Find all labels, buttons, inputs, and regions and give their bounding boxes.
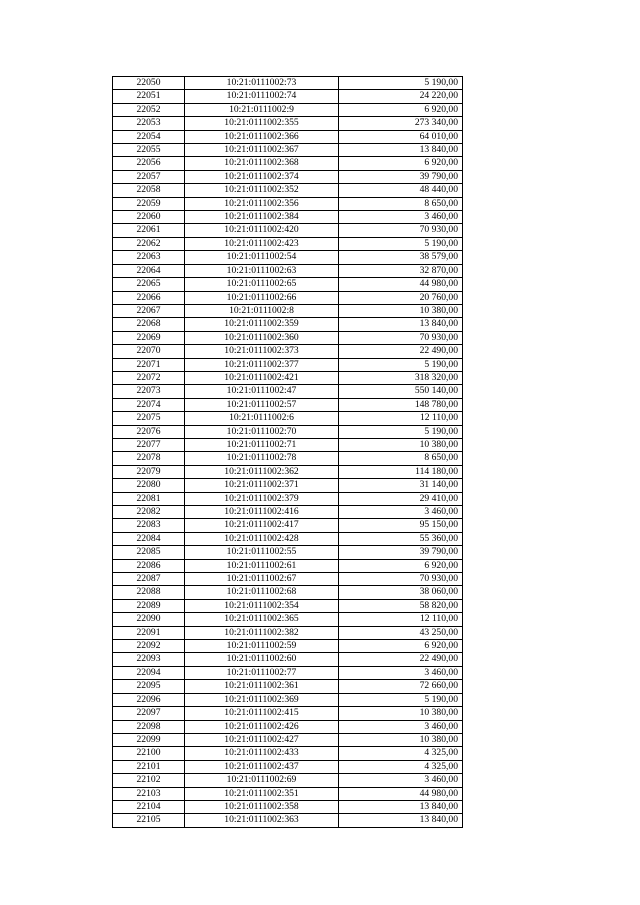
cadastral-number-cell: 10:21:0111002:65 bbox=[185, 278, 339, 291]
amount-cell: 32 870,00 bbox=[339, 264, 463, 277]
amount-cell: 39 790,00 bbox=[339, 170, 463, 183]
row-number-cell: 22064 bbox=[113, 264, 185, 277]
table-row bbox=[113, 237, 463, 250]
table-row bbox=[113, 519, 463, 532]
cadastral-number-cell: 10:21:0111002:363 bbox=[185, 814, 339, 827]
table-row bbox=[113, 599, 463, 612]
table-row bbox=[113, 559, 463, 572]
table-row bbox=[113, 479, 463, 492]
cadastral-number-cell: 10:21:0111002:351 bbox=[185, 787, 339, 800]
table-row bbox=[113, 452, 463, 465]
amount-cell: 3 460,00 bbox=[339, 666, 463, 679]
cadastral-number-cell: 10:21:0111002:368 bbox=[185, 157, 339, 170]
table-row bbox=[113, 170, 463, 183]
row-number-cell: 22077 bbox=[113, 438, 185, 451]
cadastral-number-cell: 10:21:0111002:437 bbox=[185, 760, 339, 773]
table-row bbox=[113, 345, 463, 358]
row-number-cell: 22088 bbox=[113, 586, 185, 599]
row-number-cell: 22080 bbox=[113, 479, 185, 492]
cadastral-number-cell: 10:21:0111002:66 bbox=[185, 291, 339, 304]
table-row bbox=[113, 438, 463, 451]
cadastral-number-cell: 10:21:0111002:420 bbox=[185, 224, 339, 237]
table-row bbox=[113, 586, 463, 599]
table-row bbox=[113, 707, 463, 720]
cadastral-number-cell: 10:21:0111002:55 bbox=[185, 546, 339, 559]
amount-cell: 5 190,00 bbox=[339, 358, 463, 371]
table-row bbox=[113, 144, 463, 157]
table-row bbox=[113, 264, 463, 277]
amount-cell: 13 840,00 bbox=[339, 144, 463, 157]
cadastral-number-cell: 10:21:0111002:356 bbox=[185, 197, 339, 210]
amount-cell: 114 180,00 bbox=[339, 465, 463, 478]
cadastral-number-cell: 10:21:0111002:6 bbox=[185, 412, 339, 425]
row-number-cell: 22070 bbox=[113, 345, 185, 358]
amount-cell: 3 460,00 bbox=[339, 506, 463, 519]
amount-cell: 3 460,00 bbox=[339, 211, 463, 224]
table-row bbox=[113, 733, 463, 746]
cadastral-number-cell: 10:21:0111002:54 bbox=[185, 251, 339, 264]
table-row bbox=[113, 787, 463, 800]
row-number-cell: 22084 bbox=[113, 532, 185, 545]
amount-cell: 10 380,00 bbox=[339, 304, 463, 317]
table-row bbox=[113, 184, 463, 197]
cadastral-number-cell: 10:21:0111002:433 bbox=[185, 747, 339, 760]
cadastral-number-cell: 10:21:0111002:377 bbox=[185, 358, 339, 371]
cadastral-number-cell: 10:21:0111002:426 bbox=[185, 720, 339, 733]
row-number-cell: 22059 bbox=[113, 197, 185, 210]
row-number-cell: 22089 bbox=[113, 599, 185, 612]
row-number-cell: 22087 bbox=[113, 573, 185, 586]
table-row bbox=[113, 412, 463, 425]
row-number-cell: 22052 bbox=[113, 103, 185, 116]
cadastral-number-cell: 10:21:0111002:379 bbox=[185, 492, 339, 505]
row-number-cell: 22058 bbox=[113, 184, 185, 197]
amount-cell: 12 110,00 bbox=[339, 613, 463, 626]
cadastral-number-cell: 10:21:0111002:427 bbox=[185, 733, 339, 746]
row-number-cell: 22082 bbox=[113, 506, 185, 519]
amount-cell: 72 660,00 bbox=[339, 680, 463, 693]
table-row bbox=[113, 465, 463, 478]
row-number-cell: 22075 bbox=[113, 412, 185, 425]
amount-cell: 4 325,00 bbox=[339, 747, 463, 760]
amount-cell: 95 150,00 bbox=[339, 519, 463, 532]
table-row bbox=[113, 291, 463, 304]
row-number-cell: 22061 bbox=[113, 224, 185, 237]
table-row bbox=[113, 398, 463, 411]
row-number-cell: 22091 bbox=[113, 626, 185, 639]
cadastral-number-cell: 10:21:0111002:355 bbox=[185, 117, 339, 130]
row-number-cell: 22094 bbox=[113, 666, 185, 679]
cadastral-number-cell: 10:21:0111002:61 bbox=[185, 559, 339, 572]
table-row bbox=[113, 385, 463, 398]
table-row bbox=[113, 774, 463, 787]
amount-cell: 48 440,00 bbox=[339, 184, 463, 197]
amount-cell: 70 930,00 bbox=[339, 573, 463, 586]
cadastral-number-cell: 10:21:0111002:57 bbox=[185, 398, 339, 411]
table-row bbox=[113, 640, 463, 653]
table-row bbox=[113, 626, 463, 639]
amount-cell: 13 840,00 bbox=[339, 800, 463, 813]
table-row bbox=[113, 680, 463, 693]
table-row bbox=[113, 211, 463, 224]
table-row bbox=[113, 492, 463, 505]
row-number-cell: 22104 bbox=[113, 800, 185, 813]
cadastral-number-cell: 10:21:0111002:67 bbox=[185, 573, 339, 586]
table-row bbox=[113, 304, 463, 317]
amount-cell: 44 980,00 bbox=[339, 278, 463, 291]
amount-cell: 31 140,00 bbox=[339, 479, 463, 492]
amount-cell: 6 920,00 bbox=[339, 559, 463, 572]
amount-cell: 43 250,00 bbox=[339, 626, 463, 639]
amount-cell: 6 920,00 bbox=[339, 640, 463, 653]
table-row bbox=[113, 573, 463, 586]
amount-cell: 4 325,00 bbox=[339, 760, 463, 773]
amount-cell: 64 010,00 bbox=[339, 130, 463, 143]
amount-cell: 148 780,00 bbox=[339, 398, 463, 411]
row-number-cell: 22090 bbox=[113, 613, 185, 626]
cadastral-number-cell: 10:21:0111002:8 bbox=[185, 304, 339, 317]
cadastral-number-cell: 10:21:0111002:361 bbox=[185, 680, 339, 693]
table-row bbox=[113, 278, 463, 291]
amount-cell: 10 380,00 bbox=[339, 733, 463, 746]
cadastral-number-cell: 10:21:0111002:421 bbox=[185, 371, 339, 384]
row-number-cell: 22083 bbox=[113, 519, 185, 532]
amount-cell: 70 930,00 bbox=[339, 331, 463, 344]
amount-cell: 13 840,00 bbox=[339, 814, 463, 827]
cadastral-number-cell: 10:21:0111002:354 bbox=[185, 599, 339, 612]
row-number-cell: 22102 bbox=[113, 774, 185, 787]
amount-cell: 5 190,00 bbox=[339, 693, 463, 706]
cadastral-number-cell: 10:21:0111002:374 bbox=[185, 170, 339, 183]
row-number-cell: 22050 bbox=[113, 77, 185, 90]
cadastral-number-cell: 10:21:0111002:369 bbox=[185, 693, 339, 706]
row-number-cell: 22068 bbox=[113, 318, 185, 331]
row-number-cell: 22069 bbox=[113, 331, 185, 344]
row-number-cell: 22079 bbox=[113, 465, 185, 478]
table-row bbox=[113, 103, 463, 116]
row-number-cell: 22066 bbox=[113, 291, 185, 304]
amount-cell: 6 920,00 bbox=[339, 157, 463, 170]
cadastral-number-cell: 10:21:0111002:71 bbox=[185, 438, 339, 451]
amount-cell: 13 840,00 bbox=[339, 318, 463, 331]
cadastral-number-cell: 10:21:0111002:423 bbox=[185, 237, 339, 250]
row-number-cell: 22076 bbox=[113, 425, 185, 438]
amount-cell: 38 060,00 bbox=[339, 586, 463, 599]
table-row bbox=[113, 747, 463, 760]
cadastral-number-cell: 10:21:0111002:416 bbox=[185, 506, 339, 519]
row-number-cell: 22074 bbox=[113, 398, 185, 411]
amount-cell: 39 790,00 bbox=[339, 546, 463, 559]
amount-cell: 58 820,00 bbox=[339, 599, 463, 612]
cadastral-number-cell: 10:21:0111002:366 bbox=[185, 130, 339, 143]
cadastral-number-cell: 10:21:0111002:358 bbox=[185, 800, 339, 813]
table-row bbox=[113, 613, 463, 626]
row-number-cell: 22085 bbox=[113, 546, 185, 559]
table-row bbox=[113, 425, 463, 438]
amount-cell: 24 220,00 bbox=[339, 90, 463, 103]
row-number-cell: 22103 bbox=[113, 787, 185, 800]
row-number-cell: 22105 bbox=[113, 814, 185, 827]
table-row bbox=[113, 814, 463, 827]
cadastral-number-cell: 10:21:0111002:362 bbox=[185, 465, 339, 478]
table-body bbox=[113, 77, 463, 828]
table-row bbox=[113, 197, 463, 210]
table-row bbox=[113, 800, 463, 813]
amount-cell: 29 410,00 bbox=[339, 492, 463, 505]
row-number-cell: 22056 bbox=[113, 157, 185, 170]
cadastral-number-cell: 10:21:0111002:415 bbox=[185, 707, 339, 720]
table-row bbox=[113, 760, 463, 773]
cadastral-number-cell: 10:21:0111002:360 bbox=[185, 331, 339, 344]
table-row bbox=[113, 693, 463, 706]
row-number-cell: 22073 bbox=[113, 385, 185, 398]
cadastral-number-cell: 10:21:0111002:73 bbox=[185, 77, 339, 90]
amount-cell: 12 110,00 bbox=[339, 412, 463, 425]
row-number-cell: 22062 bbox=[113, 237, 185, 250]
amount-cell: 8 650,00 bbox=[339, 452, 463, 465]
row-number-cell: 22051 bbox=[113, 90, 185, 103]
table-row bbox=[113, 90, 463, 103]
amount-cell: 38 579,00 bbox=[339, 251, 463, 264]
amount-cell: 5 190,00 bbox=[339, 77, 463, 90]
row-number-cell: 22092 bbox=[113, 640, 185, 653]
amount-cell: 318 320,00 bbox=[339, 371, 463, 384]
cadastral-number-cell: 10:21:0111002:77 bbox=[185, 666, 339, 679]
amount-cell: 55 360,00 bbox=[339, 532, 463, 545]
row-number-cell: 22060 bbox=[113, 211, 185, 224]
row-number-cell: 22078 bbox=[113, 452, 185, 465]
amount-cell: 5 190,00 bbox=[339, 425, 463, 438]
row-number-cell: 22063 bbox=[113, 251, 185, 264]
table-row bbox=[113, 77, 463, 90]
row-number-cell: 22097 bbox=[113, 707, 185, 720]
cadastral-number-cell: 10:21:0111002:382 bbox=[185, 626, 339, 639]
row-number-cell: 22055 bbox=[113, 144, 185, 157]
table-row bbox=[113, 318, 463, 331]
row-number-cell: 22101 bbox=[113, 760, 185, 773]
amount-cell: 10 380,00 bbox=[339, 707, 463, 720]
row-number-cell: 22067 bbox=[113, 304, 185, 317]
table-row bbox=[113, 251, 463, 264]
amount-cell: 70 930,00 bbox=[339, 224, 463, 237]
amount-cell: 20 760,00 bbox=[339, 291, 463, 304]
amount-cell: 6 920,00 bbox=[339, 103, 463, 116]
table-row bbox=[113, 666, 463, 679]
row-number-cell: 22054 bbox=[113, 130, 185, 143]
cadastral-table bbox=[112, 76, 463, 828]
table-row bbox=[113, 532, 463, 545]
row-number-cell: 22065 bbox=[113, 278, 185, 291]
cadastral-number-cell: 10:21:0111002:69 bbox=[185, 774, 339, 787]
row-number-cell: 22100 bbox=[113, 747, 185, 760]
table-row bbox=[113, 157, 463, 170]
row-number-cell: 22053 bbox=[113, 117, 185, 130]
table-row bbox=[113, 371, 463, 384]
row-number-cell: 22057 bbox=[113, 170, 185, 183]
cadastral-number-cell: 10:21:0111002:365 bbox=[185, 613, 339, 626]
amount-cell: 44 980,00 bbox=[339, 787, 463, 800]
amount-cell: 3 460,00 bbox=[339, 774, 463, 787]
cadastral-number-cell: 10:21:0111002:59 bbox=[185, 640, 339, 653]
table-row bbox=[113, 331, 463, 344]
amount-cell: 8 650,00 bbox=[339, 197, 463, 210]
table-row bbox=[113, 224, 463, 237]
table-row bbox=[113, 720, 463, 733]
cadastral-number-cell: 10:21:0111002:68 bbox=[185, 586, 339, 599]
cadastral-number-cell: 10:21:0111002:417 bbox=[185, 519, 339, 532]
table-row bbox=[113, 130, 463, 143]
cadastral-number-cell: 10:21:0111002:428 bbox=[185, 532, 339, 545]
cadastral-number-cell: 10:21:0111002:352 bbox=[185, 184, 339, 197]
row-number-cell: 22071 bbox=[113, 358, 185, 371]
row-number-cell: 22093 bbox=[113, 653, 185, 666]
cadastral-number-cell: 10:21:0111002:373 bbox=[185, 345, 339, 358]
row-number-cell: 22086 bbox=[113, 559, 185, 572]
row-number-cell: 22098 bbox=[113, 720, 185, 733]
amount-cell: 10 380,00 bbox=[339, 438, 463, 451]
cadastral-number-cell: 10:21:0111002:70 bbox=[185, 425, 339, 438]
cadastral-number-cell: 10:21:0111002:63 bbox=[185, 264, 339, 277]
amount-cell: 22 490,00 bbox=[339, 653, 463, 666]
row-number-cell: 22072 bbox=[113, 371, 185, 384]
table-row bbox=[113, 546, 463, 559]
amount-cell: 550 140,00 bbox=[339, 385, 463, 398]
amount-cell: 273 340,00 bbox=[339, 117, 463, 130]
cadastral-number-cell: 10:21:0111002:367 bbox=[185, 144, 339, 157]
row-number-cell: 22081 bbox=[113, 492, 185, 505]
cadastral-number-cell: 10:21:0111002:371 bbox=[185, 479, 339, 492]
table-row bbox=[113, 506, 463, 519]
cadastral-number-cell: 10:21:0111002:359 bbox=[185, 318, 339, 331]
amount-cell: 22 490,00 bbox=[339, 345, 463, 358]
cadastral-number-cell: 10:21:0111002:47 bbox=[185, 385, 339, 398]
table-row bbox=[113, 653, 463, 666]
cadastral-number-cell: 10:21:0111002:384 bbox=[185, 211, 339, 224]
row-number-cell: 22095 bbox=[113, 680, 185, 693]
table-row bbox=[113, 117, 463, 130]
row-number-cell: 22096 bbox=[113, 693, 185, 706]
cadastral-number-cell: 10:21:0111002:9 bbox=[185, 103, 339, 116]
cadastral-number-cell: 10:21:0111002:78 bbox=[185, 452, 339, 465]
cadastral-number-cell: 10:21:0111002:60 bbox=[185, 653, 339, 666]
table-row bbox=[113, 358, 463, 371]
amount-cell: 3 460,00 bbox=[339, 720, 463, 733]
row-number-cell: 22099 bbox=[113, 733, 185, 746]
amount-cell: 5 190,00 bbox=[339, 237, 463, 250]
cadastral-number-cell: 10:21:0111002:74 bbox=[185, 90, 339, 103]
